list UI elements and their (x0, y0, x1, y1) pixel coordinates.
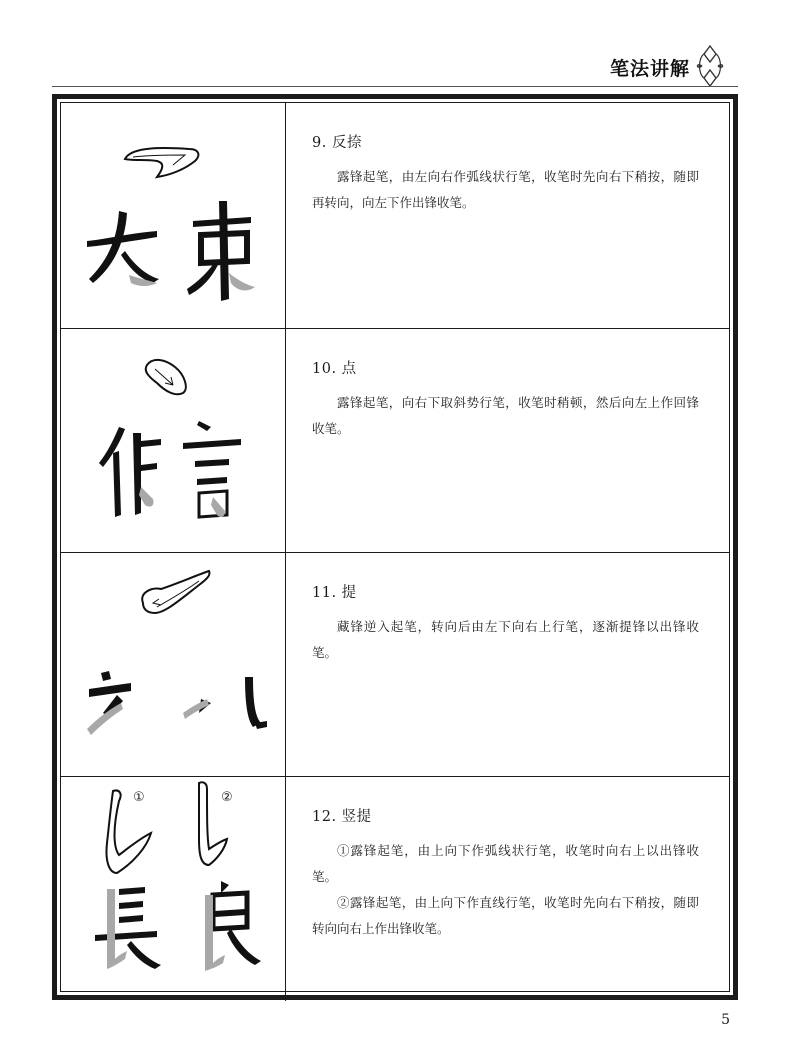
example-char-liang (213, 881, 261, 965)
stroke-outline (142, 571, 209, 613)
lesson-table (52, 94, 738, 1000)
stroke-row-11 (61, 553, 729, 777)
lesson-table-inner (60, 102, 730, 992)
fan-na-stroke-diagram (61, 103, 286, 329)
page-number: 5 (721, 1012, 730, 1028)
stroke-paragraph-1: ①露锋起笔，由上向下作弧线状行笔，收笔时向右上以出锋收笔。 (312, 843, 699, 884)
stroke-title: 9. 反捺 (312, 135, 362, 151)
stroke-title: 11. 提 (312, 585, 357, 601)
stroke-outline (125, 148, 198, 177)
stroke-row-12 (61, 777, 729, 1001)
stroke-illustration (61, 553, 286, 776)
stroke-illustration (61, 329, 286, 552)
highlight-stroke (107, 889, 127, 969)
stroke-title: 12. 竖提 (312, 809, 372, 825)
stroke-description (286, 777, 729, 1001)
stroke-illustration (61, 777, 286, 1001)
stroke-paragraph-2: ②露锋起笔，由上向下作直线行笔，收笔时先向右下稍按，随即转向向右上作出锋收笔。 (312, 895, 699, 936)
stroke-row-9 (61, 103, 729, 329)
highlight-stroke (211, 497, 225, 517)
shu-ti-stroke-diagram (61, 777, 286, 1001)
variant-marker-2: ② (221, 790, 233, 805)
stroke-paragraph: 露锋起笔，向右下取斜势行笔，收笔时稍顿，然后向左上作回锋收笔。 (312, 395, 699, 436)
page-header-title: 笔法讲解 (609, 58, 690, 80)
stroke-description (286, 103, 729, 328)
example-char-da (87, 211, 159, 283)
highlight-stroke (87, 703, 123, 735)
stroke-title: 10. 点 (312, 361, 357, 377)
stroke-paragraph: 露锋起笔，由左向右作弧线状行笔，收笔时先向右下稍按，随即再转向，向左下作出锋收笔。 (312, 169, 699, 210)
stroke-outline (146, 360, 186, 394)
highlight-stroke (229, 273, 255, 290)
stroke-illustration (61, 103, 286, 328)
stroke-description (286, 553, 729, 776)
stroke-row-10 (61, 329, 729, 553)
dian-stroke-diagram (61, 329, 286, 553)
ti-stroke-diagram (61, 553, 286, 777)
example-char-yi (199, 677, 267, 729)
stroke-paragraph: 藏锋逆入起笔，转向后由左下向右上行笔，逐渐提锋以出锋收笔。 (312, 619, 699, 660)
example-char-zhang (95, 887, 161, 969)
highlight-stroke (183, 699, 209, 719)
header-rule (52, 86, 738, 87)
stroke-description (286, 329, 729, 552)
cloud-ornament-icon (694, 44, 726, 88)
variant-marker-1: ① (133, 790, 145, 805)
highlight-stroke (139, 487, 154, 507)
